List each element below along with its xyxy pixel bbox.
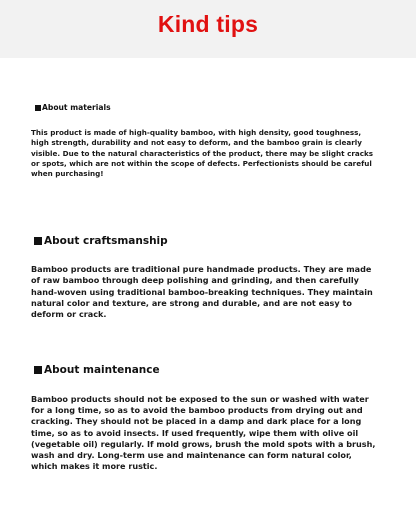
section-heading-text: About materials: [42, 103, 111, 112]
section-materials: [31, 103, 379, 179]
page-title: Kind tips: [157, 11, 259, 37]
section-maintenance: [31, 364, 379, 472]
section-heading: [34, 364, 379, 376]
section-body: Bamboo products should not be exposed to the sun or washed with water for a long time, so as to avoid the bamboo products from drying out and cracking. They should not be placed in a damp and dark place for a long time, so as to avoid insects. If used frequently, wipe them with olive oil (vegetable oil) regularly. If mold grows, brush the mold spots with a brush, wash and dry. Long-term use and maintenance can form natural color, which makes it more rustic.: [31, 394, 376, 472]
section-body: Bamboo products are traditional pure handmade products. They are made of raw bamboo through deep polishing and grinding, and then carefully hand-woven using traditional bamboo-breaking techniques. They maintain natural color and texture, are strong and durable, and are not easy to deform or crack.: [31, 264, 373, 320]
section-heading: [34, 235, 379, 247]
section-heading: [35, 103, 379, 112]
header-banner: [0, 0, 416, 58]
square-bullet-icon: [34, 366, 42, 374]
section-body: This product is made of high-quality bamboo, with high density, good toughness, high strength, durability and not easy to deform, and the bamboo grain is clearly visible. Due to the natural characteristics of the product, there may be slight cracks or spots, which are not within the scope of defects. Perfectionists should be careful when purchasing!: [31, 128, 374, 179]
section-heading-text: About craftsmanship: [44, 235, 168, 247]
square-bullet-icon: [35, 105, 41, 111]
square-bullet-icon: [34, 237, 42, 245]
section-heading-text: About maintenance: [44, 364, 160, 376]
section-craftsmanship: [31, 235, 379, 320]
